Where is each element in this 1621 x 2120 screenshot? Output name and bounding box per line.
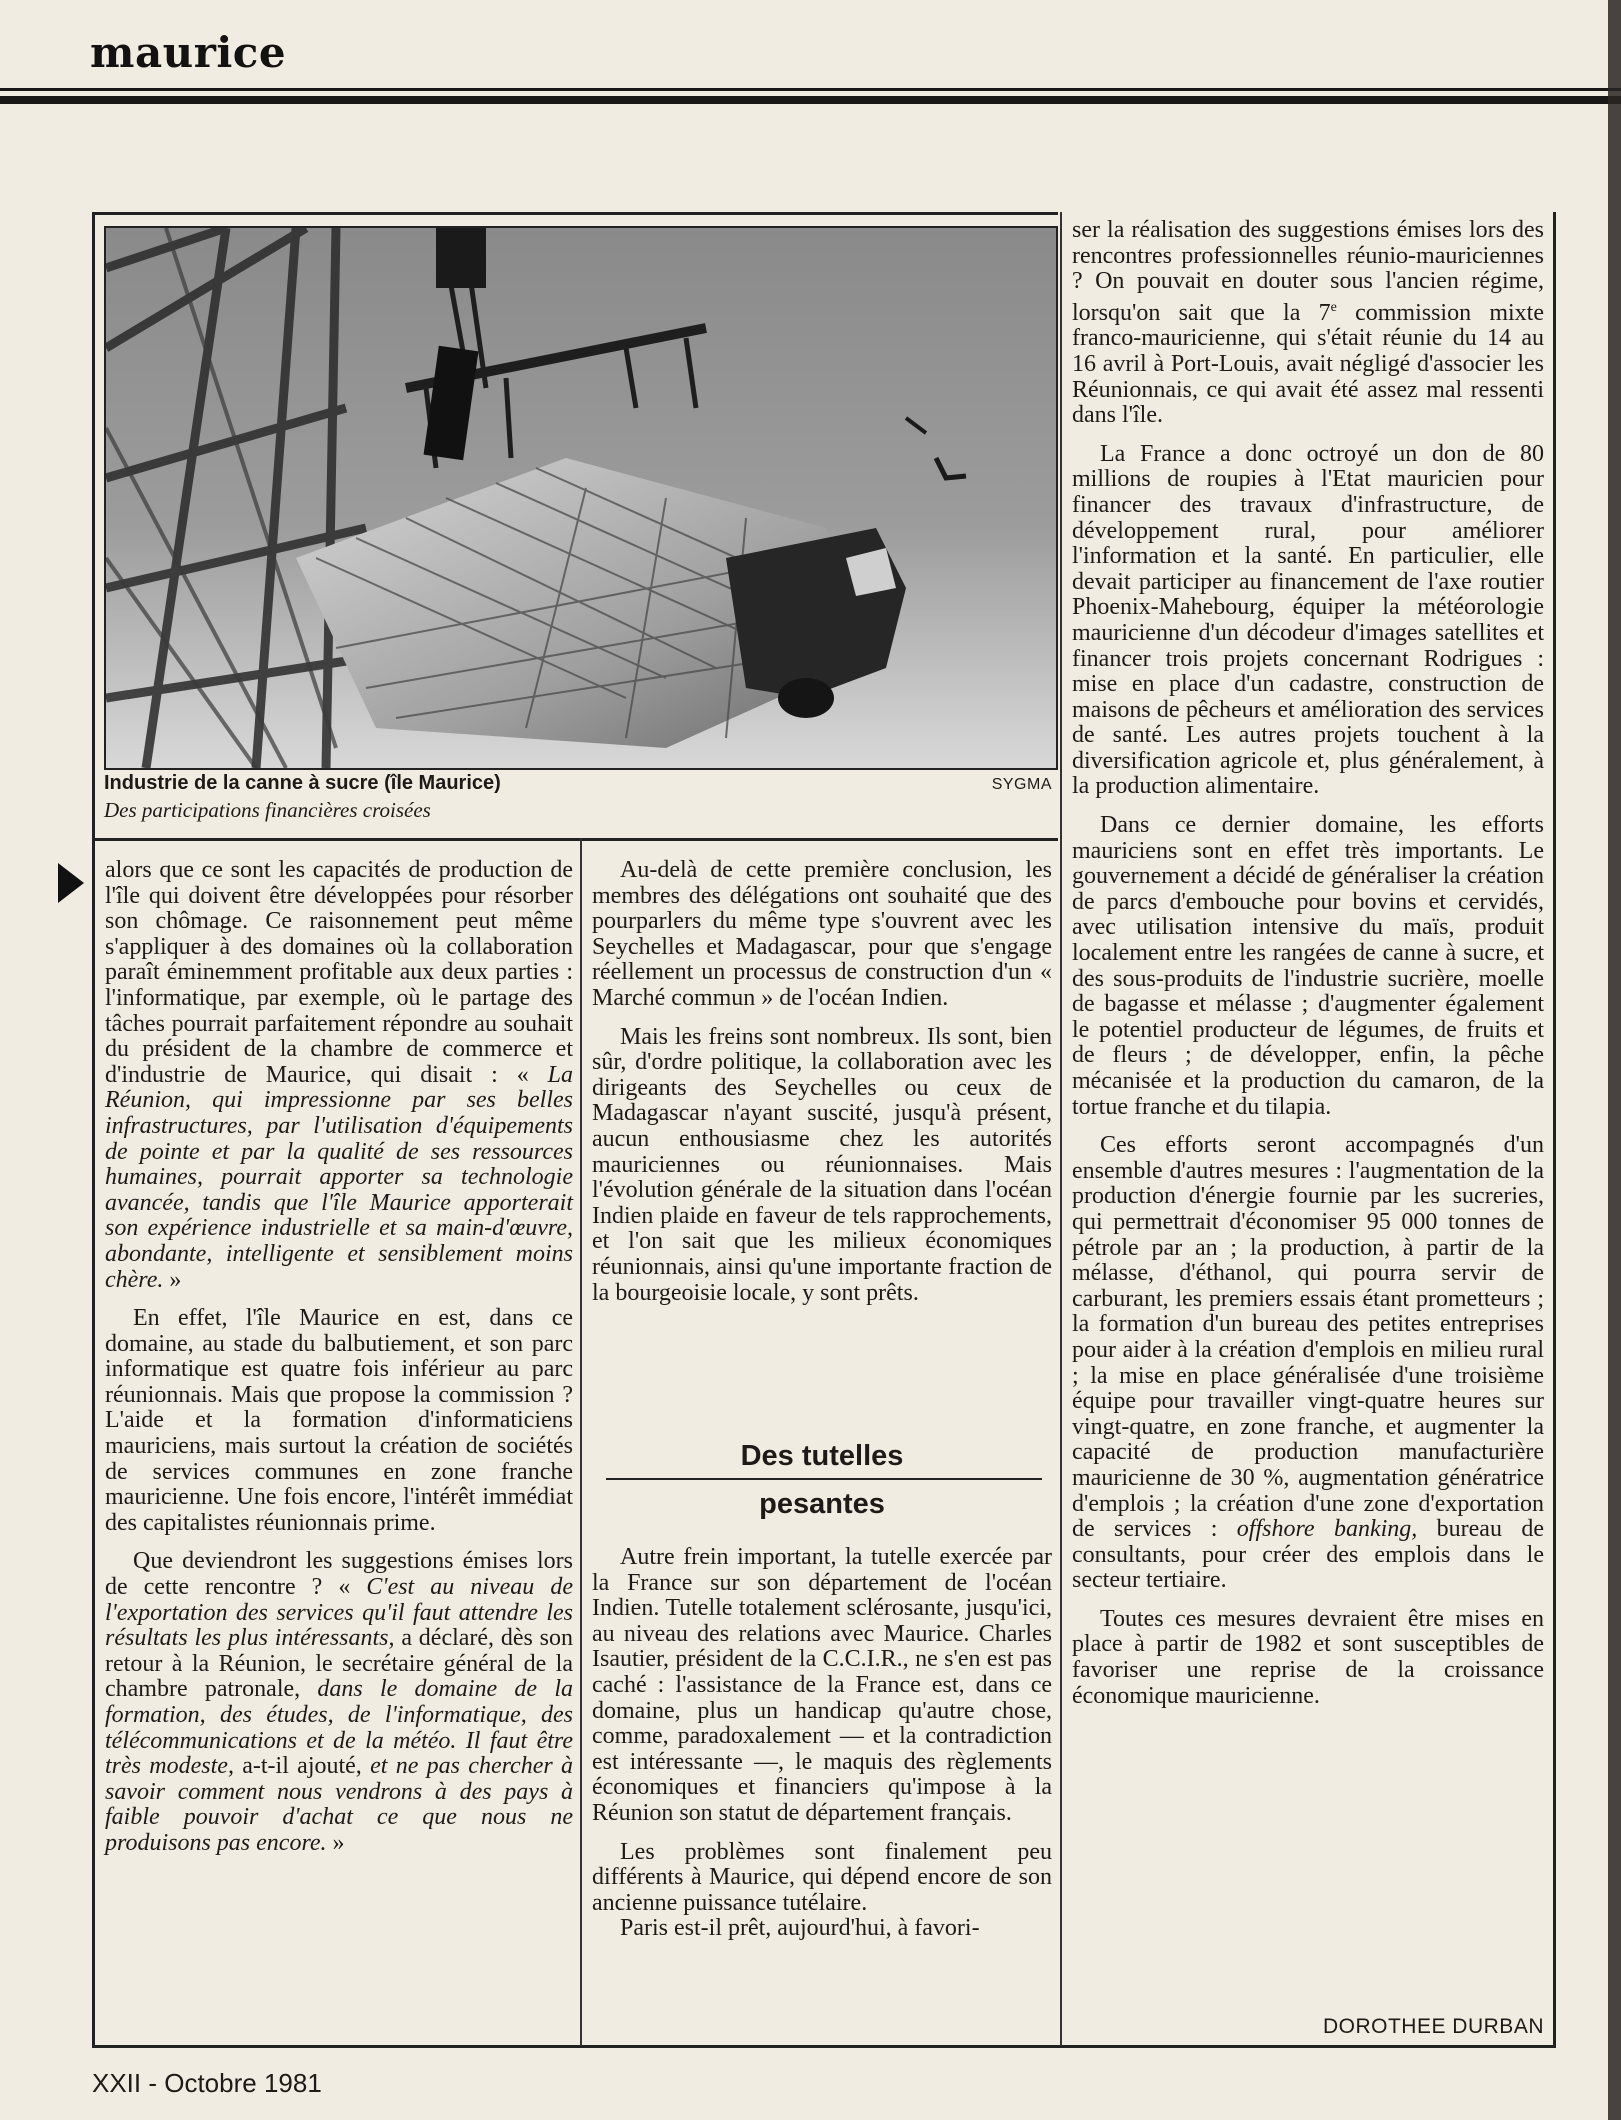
subheading-line-1: Des tutelles	[740, 1440, 904, 1472]
article-column-1	[105, 858, 573, 1857]
frame-rule-bottom	[92, 2045, 1556, 2048]
photo-caption-subtitle: Des participations financières croisées	[104, 798, 431, 822]
sugarcane-photo	[104, 226, 1058, 770]
paragraph	[1072, 1133, 1544, 1594]
article-column-2-continued	[592, 1545, 1052, 1942]
paragraph-text: a déclaré, dès son retour à la Réunion, le secrétaire général de la chambre patronale,	[105, 1625, 573, 1703]
paragraph-text: commission mixte franco-mauricienne, qui s'était réunie du 14 au 16 avril à Port-Louis, avait négligé d'associer les Réunionnais, ce qui avait été assez mal ressenti dans l'île.	[1072, 299, 1544, 429]
paragraph-text: Ces efforts seront accompagnés d'un ensemble d'autres mesures : l'augmentation de la production d'énergie fournie par les sucreries, qui permettrait d'économiser 95 000 tonnes de pétrole par an ; la production, à partir de la mélasse, d'éthanol, qui pourra servir de carburant, les premiers essais étant prometteurs ; la formation d'un bureau des petites entreprises pour aider à la création d'emplois en milieu rural ; la mise en place généralisée d'une troisième équipe pour travailler vingt-quatre heures sur vingt-quatre, en zone franche, et augmenter la capacité de production manufacturière mauricienne de 30 %, augmentation génératrice d'emplois ; la création d'une zone d'exportation de services :	[1072, 1132, 1544, 1543]
frame-rule-left	[92, 212, 95, 2046]
section-title: maurice	[90, 28, 287, 77]
frame-rule-right	[1553, 212, 1556, 2046]
author-byline: DOROTHEE DURBAN	[1322, 2015, 1544, 2038]
column-rule-1	[580, 838, 582, 2046]
paragraph: En effet, l'île Maurice en est, dans ce domaine, au stade du balbutiement, et son parc informatique est quatre fois inférieur au parc réunionnais. Mais que propose la commission ? L'aide et la formation d'informaticiens mauriciens, mais surtout la création de sociétés de services communes en zone franche mauricienne. Une fois encore, l'intérêt immédiat des capitalistes réunionnais prime.	[105, 1305, 573, 1536]
paragraph: Toutes ces mesures devraient être mises en place à partir de 1982 et sont susceptibles de favoriser une reprise de la croissance économique mauricienne.	[1072, 1605, 1544, 1709]
frame-rule-top	[92, 212, 1058, 215]
paragraph: Mais les freins sont nombreux. Ils sont, bien sûr, d'ordre politique, la collaboration avec les dirigeants des Seychelles ou ceux de Madagascar n'ayant suscité, jusqu'à présent, aucun enthousiasme chez les autorités mauriciennes ou réunionnaises. Mais l'évolution générale de la situation dans l'océan Indien plaide en faveur de tels rapprochements, et l'on sait que les milieux économiques réunionnais, ainsi qu'une importante fraction de la bourgeoisie locale, y sont prêts.	[592, 1023, 1052, 1306]
superscript: e	[1330, 299, 1337, 315]
page-folio: XXII - Octobre 1981	[92, 2068, 322, 2098]
subheading-line-2: pesantes	[759, 1488, 885, 1520]
quote-italic: C'est au niveau de l'exportation des services qu'il faut attendre les résultats les plus intéressants,	[105, 1574, 573, 1652]
quote-italic: dans le domaine de la formation, des études, de l'informatique, des télécommunications et de la météo. Il faut être très modeste,	[105, 1676, 573, 1780]
paragraph: Dans ce dernier domaine, les efforts mauriciens sont en effet très importants. Le gouvernement a décidé de généraliser la création de parcs d'embouche pour bovins et cervidés, avec utilisation intensive du maïs, produit localement entre les rangées de canne à sucre, et des sous-produits de l'industrie sucrière, moelle de bagasse et mélasse ; d'augmenter également le potentiel producteur de légumes, de fruits et de fleurs ; de développer, enfin, la pêche mécanisée et la production du camaron, de la tortue franche et du tilapia.	[1072, 812, 1544, 1120]
paragraph-text: Que deviendront les suggestions émises lors de cette rencontre ? «	[105, 1548, 573, 1601]
paragraph	[1072, 218, 1544, 429]
page-edge	[1608, 0, 1621, 2120]
sugarcane-photo-illustration	[106, 228, 1056, 768]
paragraph: La France a donc octroyé un don de 80 millions de roupies à l'Etat mauricien pour financer des travaux d'infrastructure, de développement rural, pour améliorer l'information et la santé. En particulier, elle devait participer au financement de l'axe routier Phoenix-Mahebourg, équiper la météorologie mauricienne d'un décodeur d'images satellites et financer trois projets concernant Rodrigues : mise en place d'un cadastre, construction de maisons de pêcheurs et amélioration des services de santé. Les autres projets touchent à la diversification agricole et, plus généralement, à la production alimentaire.	[1072, 440, 1544, 800]
photo-credit: SYGMA	[991, 776, 1052, 793]
paragraph: Autre frein important, la tutelle exercée par la France sur son département de l'océan Indien. Tutelle totalement sclérosante, jusqu'ici, au niveau des relations avec Maurice. Charles Isautier, président de la C.C.I.R., ne s'en est pas caché : l'assistance de la France est, dans ce domaine, plus un handicap qu'autre chose, comme, paradoxalement — et la contradiction est intéressante —, le maquis des règlements économiques et financiers qu'impose à la Réunion son statut de département français.	[592, 1544, 1052, 1826]
article-column-3	[1072, 218, 1544, 1709]
paragraph	[105, 858, 573, 1293]
term-italic: offshore banking,	[1236, 1516, 1418, 1543]
column-rule-2	[1060, 212, 1062, 2046]
paragraph-text: a-t-il ajouté,	[233, 1753, 371, 1780]
paragraph-text: bureau de consultants, pour créer des emplois dans le secteur tertiaire.	[1072, 1516, 1544, 1594]
caption-rule	[92, 838, 1058, 841]
header-rule-thick	[0, 96, 1621, 104]
paragraph: Au-delà de cette première conclusion, les membres des délégations ont souhaité que des pourparlers du même type s'ouvrent avec les Seychelles et Madagascar, pour que s'engage réellement un processus de construction d'un « Marché commun » de l'océan Indien.	[592, 857, 1052, 1011]
paragraph-text: »	[163, 1266, 182, 1293]
subheading-rule	[606, 1478, 1042, 1480]
header-rule-thin	[0, 88, 1621, 91]
paragraph: Les problèmes sont finalement peu différents à Maurice, qui dépend encore de son ancienne puissance tutélaire.	[592, 1838, 1052, 1916]
subheading	[592, 1432, 1052, 1528]
photo-caption-title: Industrie de la canne à sucre (île Maurice)	[104, 772, 501, 794]
continuation-arrow-icon	[58, 863, 84, 903]
paragraph-text: alors que ce sont les capacités de production de l'île qui doivent être développées pour résorber son chômage. Ce raisonnement peut même s'appliquer à des domaines où la collaboration paraît éminemment profitable aux deux parties : l'informatique, par exemple, où le partage des tâches pourrait parfaitement répondre au souhait du président de la chambre de commerce et d'industrie de Maurice, qui disait : «	[105, 857, 573, 1088]
paragraph: Paris est-il prêt, aujourd'hui, à favori-	[620, 1915, 980, 1942]
article-column-2	[592, 858, 1052, 1306]
paragraph-text: ser la réalisation des suggestions émises lors des rencontres professionnelles réunio-mauriciennes ? On pouvait en douter sous l'ancien régime, lorsqu'on sait que la 7	[1072, 217, 1544, 326]
paragraph	[105, 1549, 573, 1856]
quote-italic: La Réunion, qui impressionne par ses belles infrastructures, par l'utilisation d'équipements de pointe et par la qualité de ses ressources humaines, pourrait apporter sa technologie avancée, tandis que l'île Maurice apporterait son expérience industrielle et sa main-d'œuvre, abondante, intelligente et sensiblement moins chère.	[105, 1061, 573, 1293]
quote-italic: et ne pas chercher à savoir comment nous vendrons à des pays à faible pouvoir d'achat ce que nous ne produisons pas encore.	[105, 1753, 573, 1856]
paragraph-text: »	[326, 1829, 345, 1856]
